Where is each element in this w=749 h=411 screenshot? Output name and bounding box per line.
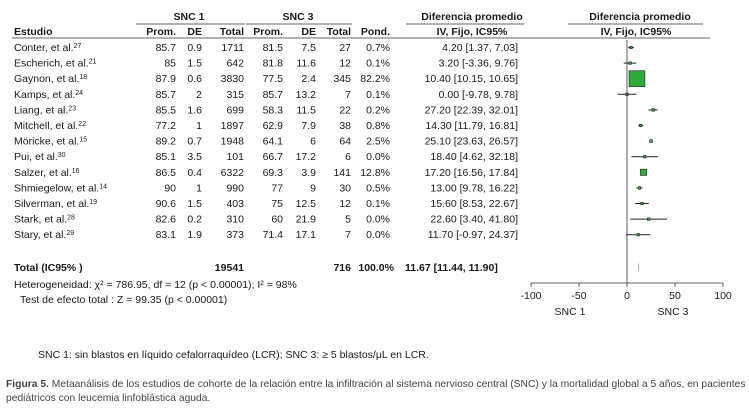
prom2-value: 62.9	[262, 120, 283, 132]
x-tick-label: 100	[714, 290, 732, 302]
study-name: Kamps, et al.$^{24}$	[14, 88, 84, 101]
ci-value: 18.40 [4.62, 32.18]	[430, 151, 518, 164]
de2-value: 7.9	[301, 120, 316, 132]
x-tick-label: 0	[624, 290, 630, 302]
table-row	[14, 151, 658, 163]
total1-value: 373	[226, 229, 244, 242]
point-estimate	[639, 124, 642, 127]
table-row	[14, 58, 636, 70]
study-ref: 27	[73, 42, 82, 50]
total1-value: 1948	[220, 135, 244, 148]
ci-value: 4.20 [1.37, 7.03]	[442, 42, 518, 54]
table-row	[14, 198, 649, 210]
header-total1: Total	[219, 26, 244, 38]
de1-value: 1.9	[187, 229, 202, 242]
de2-value: 21.9	[295, 213, 316, 226]
prom2-value: 81.8	[262, 57, 283, 70]
study-name: Conter, et al.$^{27}$	[14, 42, 82, 54]
table-row	[14, 182, 643, 194]
ci-value: 25.10 [23.63, 26.57]	[424, 135, 518, 148]
total2-value: 12	[339, 198, 351, 210]
figure-caption	[6, 378, 746, 406]
table-row	[14, 136, 653, 148]
ci-value: 0.00 [-9.78, 9.78]	[438, 88, 518, 101]
total-weight: 100.0%	[358, 262, 394, 274]
point-estimate	[638, 187, 641, 190]
total1-value: 3830	[220, 73, 244, 86]
header-group2: SNC 3	[282, 11, 314, 23]
axis-right-label: SNC 3	[657, 306, 689, 318]
de2-value: 3.9	[301, 166, 316, 179]
axis-left-label: SNC 1	[554, 306, 586, 318]
table-row	[14, 167, 647, 179]
de2-value: 13.2	[295, 88, 316, 101]
header-study: Estudio	[14, 26, 53, 38]
table-row	[14, 71, 645, 87]
total2-value: 64	[339, 135, 351, 148]
table-row	[14, 120, 643, 132]
weight-value: 12.8%	[360, 166, 390, 179]
header-de2: DE	[301, 26, 316, 38]
weight-value: 0.0%	[366, 229, 390, 242]
header-effect-sub-right: IV, Fijo, IC95%	[600, 26, 672, 38]
weight-value: 82.2%	[360, 73, 390, 86]
ci-value: 3.20 [-3.36, 9.76]	[438, 57, 518, 70]
study-ref: 22	[78, 120, 86, 128]
de1-value: 0.4	[187, 166, 202, 179]
ci-value: 10.40 [10.15, 10.65]	[424, 73, 518, 86]
x-tick-label: 50	[669, 290, 681, 302]
header-total2: Total	[326, 26, 351, 38]
total2-value: 22	[339, 104, 351, 117]
total2-value: 7	[345, 88, 351, 101]
prom1-value: 85.5	[155, 104, 176, 117]
de1-value: 1.5	[187, 57, 202, 70]
de1-value: 0.2	[187, 213, 202, 226]
table-row	[14, 104, 658, 116]
study-name: Pui, et al.$^{30}$	[14, 151, 66, 164]
ci-value: 14.30 [11.79, 16.81]	[425, 120, 518, 132]
total2-value: 141	[333, 166, 351, 179]
total1-value: 1897	[220, 120, 244, 132]
study-ref: 15	[79, 136, 88, 144]
prom2-value: 66.7	[262, 151, 283, 164]
total2-value: 345	[333, 73, 351, 86]
de1-value: 2	[196, 88, 202, 101]
de2-value: 17.1	[295, 229, 316, 242]
prom1-value: 85.7	[155, 88, 176, 101]
total1-value: 315	[226, 88, 244, 101]
prom1-value: 89.2	[155, 135, 176, 148]
study-name: Gaynon, et al.$^{18}$	[14, 73, 88, 86]
ci-value: 27.20 [22.39, 32.01]	[424, 104, 518, 117]
header-weight: Pond.	[360, 26, 390, 38]
header-effect-left: Diferencia promedio	[421, 11, 523, 23]
point-estimate	[637, 233, 640, 236]
weight-value: 0.0%	[366, 151, 390, 164]
prom2-value: 69.3	[262, 166, 283, 179]
prom2-value: 75	[271, 198, 283, 210]
de2-value: 11.5	[296, 104, 316, 117]
prom2-value: 77.5	[262, 73, 283, 86]
prom2-value: 77	[271, 182, 283, 195]
total1-value: 6322	[220, 166, 244, 179]
total2-value: 7	[345, 229, 351, 242]
study-ref: 28	[67, 214, 75, 222]
study-name: Stark, et al.$^{28}$	[14, 213, 75, 226]
weight-value: 0.8%	[366, 120, 390, 132]
study-name: Escherich, et al.$^{21}$	[14, 57, 97, 70]
total1-value: 1711	[221, 42, 244, 54]
weight-value: 0.1%	[366, 88, 390, 101]
weight-value: 2.5%	[366, 135, 390, 148]
prom2-value: 71.4	[262, 229, 283, 242]
total-n2: 716	[333, 262, 351, 274]
header-prom1: Prom.	[146, 26, 176, 38]
total2-value: 27	[339, 42, 351, 54]
total-n1: 19541	[214, 262, 244, 274]
prom1-value: 90.6	[155, 198, 176, 210]
de2-value: 9	[310, 182, 316, 195]
study-name: Möricke, et al.$^{15}$	[14, 135, 88, 148]
de1-value: 1.5	[187, 198, 202, 210]
prom1-value: 85.1	[155, 151, 176, 164]
header-effect-sub-left: IV, Fijo, IC95%	[436, 26, 508, 38]
de1-value: 3.5	[187, 151, 202, 164]
study-name: Salzer, et al.$^{16}$	[14, 166, 80, 179]
total2-value: 5	[345, 213, 351, 226]
point-estimate	[643, 155, 646, 158]
footnote: SNC 1: sin blastos en líquido cefalorraquídeo (LCR); SNC 3: ≥ 5 blastos/μL en LCR.	[38, 349, 429, 361]
total1-value: 403	[226, 198, 244, 210]
total1-value: 310	[226, 213, 244, 226]
ci-value: 22.60 [3.40, 41.80]	[430, 213, 518, 226]
ci-value: 17.20 [16.56, 17.84]	[424, 166, 518, 179]
header-effect-right: Diferencia promedio	[589, 11, 691, 23]
ci-value: 13.00 [9.78, 16.22]	[430, 182, 518, 195]
prom2-value: 64.1	[262, 135, 283, 148]
weight-value: 0.1%	[366, 198, 390, 210]
study-name: Stary, et al.$^{29}$	[14, 229, 75, 242]
study-ref: 21	[88, 58, 97, 66]
prom1-value: 85.7	[155, 42, 176, 54]
study-ref: 23	[68, 104, 77, 112]
de1-value: 1	[196, 182, 202, 195]
point-estimate	[640, 169, 646, 175]
study-name: Silverman, et al.$^{19}$	[14, 198, 98, 210]
total2-value: 38	[339, 120, 351, 132]
ci-value: 11.70 [-0.97, 24.37]	[427, 229, 518, 242]
heterogeneity-text: Heterogeneidad: χ² = 786.95, df = 12 (p < 0.00001); I² = 98%	[14, 279, 297, 291]
table-row	[14, 229, 650, 241]
total-ci: 11.67 [11.44, 11.90]	[405, 262, 498, 274]
point-estimate	[641, 202, 644, 205]
prom1-value: 87.9	[155, 73, 176, 86]
de2-value: 11.6	[296, 57, 316, 70]
prom1-value: 82.6	[155, 213, 176, 226]
total1-value: 101	[226, 151, 244, 164]
study-ref: 16	[71, 167, 80, 175]
study-name: Shmiegelow, et al.$^{14}$	[14, 182, 108, 195]
point-estimate	[629, 71, 645, 87]
total1-value: 642	[226, 57, 244, 70]
point-estimate	[630, 46, 633, 49]
prom1-value: 90	[164, 182, 176, 195]
total2-value: 12	[339, 57, 351, 70]
study-ref: 29	[66, 229, 75, 237]
de2-value: 12.5	[295, 198, 316, 210]
prom1-value: 77.2	[155, 120, 176, 132]
de2-value: 17.2	[295, 151, 316, 164]
total2-value: 30	[339, 182, 351, 195]
prom1-value: 83.1	[155, 229, 176, 242]
point-estimate	[647, 218, 650, 221]
de1-value: 0.7	[187, 135, 202, 148]
ci-value: 15.60 [8.53, 22.67]	[430, 198, 518, 210]
caption-text: Metaanálisis de los estudios de cohorte de la relación entre la infiltración al sistema nervioso central (SNC) y la mortalidad global a 5 años, en pacientes pediátricos con leucemia linfoblástica aguda.	[6, 379, 746, 404]
prom1-value: 85	[164, 57, 176, 70]
point-estimate	[652, 109, 655, 112]
de2-value: 7.5	[301, 42, 316, 54]
weight-value: 0.2%	[366, 104, 390, 117]
de2-value: 2.4	[301, 73, 316, 86]
prom2-value: 60	[271, 213, 283, 226]
de1-value: 0.9	[187, 42, 202, 54]
weight-value: 0.5%	[366, 182, 390, 195]
de1-value: 1	[196, 120, 202, 132]
table-row	[14, 214, 667, 226]
study-ref: 14	[99, 182, 108, 190]
prom2-value: 85.7	[262, 88, 283, 101]
study-ref: 19	[89, 198, 98, 206]
total1-value: 990	[226, 182, 244, 195]
table-row	[14, 89, 636, 101]
weight-value: 0.0%	[366, 213, 390, 226]
x-tick-label: -50	[571, 290, 587, 302]
weight-value: 0.7%	[366, 42, 390, 54]
header-de1: DE	[187, 26, 202, 38]
total2-value: 6	[345, 151, 351, 164]
prom2-value: 81.5	[262, 42, 283, 54]
study-name: Mitchell, et al.$^{22}$	[14, 120, 86, 132]
study-ref: 24	[75, 89, 84, 97]
de1-value: 1.6	[187, 104, 202, 117]
de2-value: 6	[310, 135, 316, 148]
total-label: Total (IC95% )	[14, 262, 83, 274]
header-group1: SNC 1	[173, 11, 205, 23]
overall-test-text: Test de efecto total : Z = 99.35 (p < 0.00001)	[20, 294, 228, 306]
study-ref: 30	[57, 151, 66, 159]
table-row	[14, 42, 634, 54]
prom1-value: 86.5	[155, 166, 176, 179]
weight-value: 0.1%	[366, 57, 390, 70]
header-prom2: Prom.	[253, 26, 283, 38]
x-tick-label: -100	[520, 290, 542, 302]
total1-value: 699	[226, 104, 244, 117]
study-name: Liang, et al.$^{23}$	[14, 104, 77, 117]
point-estimate	[650, 140, 653, 143]
prom2-value: 58.3	[262, 104, 283, 117]
caption-label: Figura 5.	[6, 379, 49, 390]
de1-value: 0.6	[187, 73, 202, 86]
study-ref: 18	[79, 73, 88, 81]
point-estimate	[629, 62, 632, 65]
